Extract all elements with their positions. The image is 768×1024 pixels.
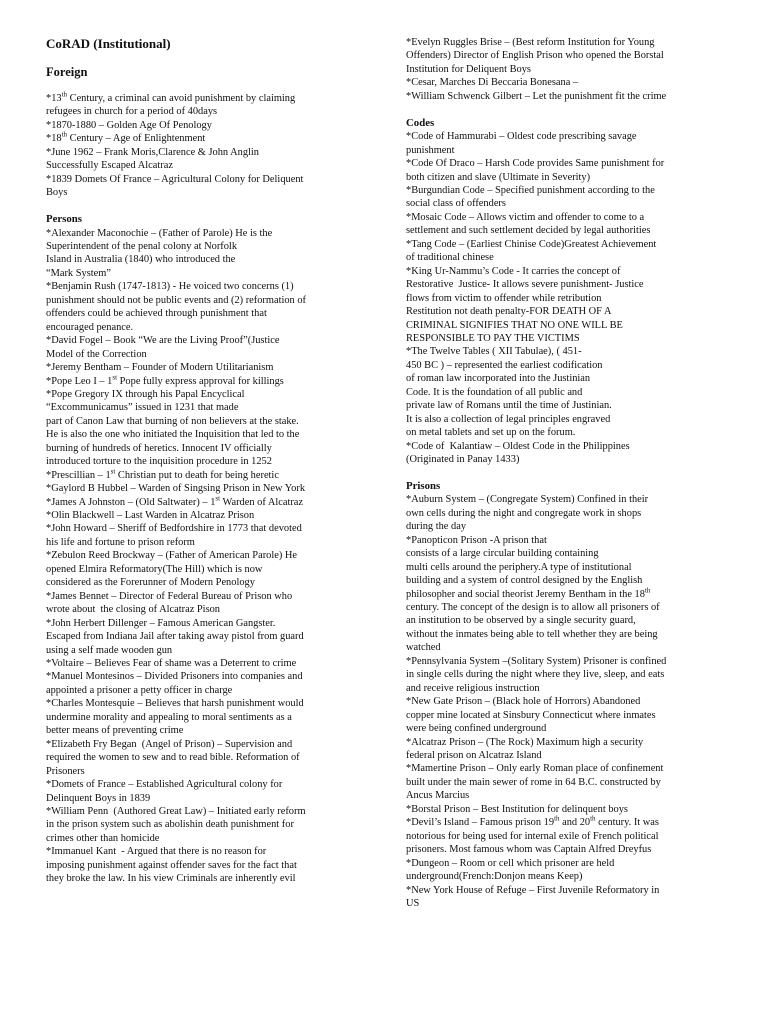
text-line: encouraged penance. xyxy=(46,321,134,333)
text-line: *Voltaire – Believes Fear of shame was a Deterrent to crime xyxy=(46,658,297,670)
text-line: both citizen and slave (Ultimate in Severity) xyxy=(406,171,591,183)
text-line: *Tang Code – (Earliest Chinise Code)Greatest Achievement xyxy=(406,238,657,250)
text-line: an institution to be observed by a single security guard, xyxy=(406,615,636,627)
text-line: *William Penn (Authored Great Law) – Initiated early reform xyxy=(46,806,306,817)
text-line: crimes other than homicide xyxy=(46,832,160,844)
text-line: *Cesar, Marches Di Beccaria Bonesana – xyxy=(406,77,579,89)
text-line: *13th Century, a criminal can avoid punishment by claiming xyxy=(46,90,296,104)
text-line: CRIMINAL SIGNIFIES THAT NO ONE WILL BE xyxy=(406,319,623,331)
text-line: consists of a large circular building containing xyxy=(406,548,599,560)
text-line: *Dungeon – Room or cell which prisoner are held xyxy=(406,857,615,869)
text-line: *Code Of Draco – Harsh Code provides Same punishment for xyxy=(406,158,665,170)
text-line: *William Schwenck Gilbert – Let the punishment fit the crime xyxy=(406,90,667,102)
text-line: *Olin Blackwell – Last Warden in Alcatraz Prison xyxy=(46,510,255,522)
text-line: philosopher and social theorist Jeremy Bentham in the 18th xyxy=(406,586,651,600)
text-line: “Mark System” xyxy=(46,267,111,279)
text-line: punishment should not be public events and (2) reformation of xyxy=(46,294,306,306)
text-line: copper mine located at Sinsbury Connecticut where inmates xyxy=(406,709,656,721)
text-line: *John Howard – Sheriff of Bedfordshire in 1773 that devoted xyxy=(46,523,302,535)
text-line: *Code of Hammurabi – Oldest code prescribing savage xyxy=(406,131,637,143)
text-line: *Domets of France – Established Agricultural colony for xyxy=(46,779,283,791)
text-line: punishment xyxy=(406,144,455,156)
text-line: *James A Johnston – (Old Saltwater) – 1st Warden of Alcatraz xyxy=(46,494,304,508)
text-line: Superintendent of the penal colony at Norfolk xyxy=(46,240,238,252)
text-line: century. The concept of the design is to allow all prisoners of xyxy=(406,602,660,613)
text-line: *Manuel Montesinos – Divided Prisoners into companies and xyxy=(46,671,303,683)
text-line: *New York House of Refuge – First Juvenile Reformatory in xyxy=(406,884,660,896)
text-line: *Evelyn Ruggles Brise – (Best reform Institution for Young xyxy=(406,37,655,48)
text-line: were being confined underground xyxy=(406,723,547,735)
text-line: He is also the one who initiated the Inquisition that led to the xyxy=(46,429,300,441)
text-line: *Zebulon Reed Brockway – (Father of American Parole) He xyxy=(46,550,298,562)
text-line: *Charles Montesquie – Believes that harsh punishment would xyxy=(46,698,304,710)
text-line: *Panopticon Prison -A prison that xyxy=(406,534,547,546)
text-line: *Gaylord B Hubbel – Warden of Singsing Prison in New York xyxy=(46,483,306,495)
text-line: “Excommunicamus” issued in 1231 that made xyxy=(46,402,239,414)
text-line: they broke the law. In his view Criminals are inherently evil xyxy=(46,873,296,885)
document-title: CoRAD (Institutional) xyxy=(46,36,171,51)
text-line: offenders could be achieved through punishment that xyxy=(46,308,267,320)
codes-section xyxy=(406,130,724,466)
text-line: notorious for being used for internal exile of French political xyxy=(406,830,659,842)
text-line: considered as the Forerunner of Modern Penology xyxy=(46,577,255,589)
text-line: *New Gate Prison – (Black hole of Horrors) Abandoned xyxy=(406,696,641,708)
text-line: *Alcatraz Prison – (The Rock) Maximum high a security xyxy=(406,736,644,748)
text-line: built under the main sewer of rome in 64 B.C. constructed by xyxy=(406,776,661,788)
text-line: social class of offenders xyxy=(406,198,506,210)
text-line: *Borstal Prison – Best Institution for delinquent boys xyxy=(406,803,628,815)
text-line: building and a system of control designed by the English xyxy=(406,575,643,587)
text-line: *Prescillian – 1st Christian put to death for being heretic xyxy=(46,467,279,481)
text-line: opened Elmira Reformatory(The Hill) which is now xyxy=(46,563,263,575)
text-line: Offenders) Director of English Prison who opened the Borstal xyxy=(406,50,664,62)
text-line: Escaped from Indiana Jail after taking away pistol from guard xyxy=(46,631,304,643)
text-line: and receive religious instruction xyxy=(406,682,540,694)
text-line: *Pennsylvania System –(Solitary System) Prisoner is confined xyxy=(406,655,667,667)
right-column xyxy=(406,36,724,910)
text-line: 450 BC ) – represented the earliest codification xyxy=(406,359,603,371)
text-line: *Burgundian Code – Specified punishment according to the xyxy=(406,184,655,196)
text-line: prisoners. Most famous whom was Captain Alfred Dreyfus xyxy=(406,844,652,856)
text-line: It is also a collection of legal principles engraved xyxy=(406,413,611,425)
text-line: in single cells during the night where they live, sleep, and eats xyxy=(406,669,665,681)
text-line: settlement and such settlement decided by legal authorities xyxy=(406,225,651,237)
text-line: his life and fortune to prison reform xyxy=(46,536,195,548)
text-line: RESPONSIBLE TO PAY THE VICTIMS xyxy=(406,332,580,344)
text-line: (Originated in Panay 1433) xyxy=(406,454,520,466)
text-line: Restitution not death penalty-FOR DEATH OF A xyxy=(406,306,612,318)
text-line: *Pope Leo I – 1st Pope fully express approval for killings xyxy=(46,373,284,387)
text-line: Ancus Marcius xyxy=(406,790,470,802)
text-line: private law of Romans until the time of Justinian. xyxy=(406,400,612,412)
text-line: appointed a prisoner a petty officer in charge xyxy=(46,684,233,696)
text-line: *James Bennet – Director of Federal Bureau of Prison who xyxy=(46,590,293,602)
text-line: *Auburn System – (Congregate System) Confined in their xyxy=(406,494,649,506)
text-line: *1839 Domets Of France – Agricultural Colony for Deliquent xyxy=(46,173,304,185)
text-line: *King Ur-Nammu’s Code - It carries the concept of xyxy=(406,265,621,277)
section-heading-foreign: Foreign xyxy=(46,65,88,79)
text-line: *Jeremy Bentham – Founder of Modern Utilitarianism xyxy=(46,362,274,374)
persons-continued-section xyxy=(406,36,724,103)
section-heading-prisons: Prisons xyxy=(406,479,441,492)
text-line: Successfully Escaped Alcatraz xyxy=(46,160,173,172)
text-line: *1870-1880 – Golden Age Of Penology xyxy=(46,119,212,131)
text-line: introduced torture to the inquisition procedure in 1252 xyxy=(46,456,272,468)
text-line: in the prison system such as abolishin death punishment for xyxy=(46,819,294,831)
persons-section xyxy=(46,227,368,886)
section-heading-persons: Persons xyxy=(46,213,82,226)
text-line: flows from victim to offender while retribution xyxy=(406,292,602,304)
section-heading-codes: Codes xyxy=(406,116,435,129)
text-line: Boys xyxy=(46,187,68,199)
text-line: without the inmates being able to tell whether they are being xyxy=(406,628,658,640)
text-line: *Mamertine Prison – Only early Roman place of confinement xyxy=(406,763,664,775)
text-line: part of Canon Law that burning of non believers at the stake. xyxy=(46,415,299,427)
left-column xyxy=(46,36,368,886)
text-line: undermine morality and appealing to moral sentiments as a xyxy=(46,711,292,723)
text-line: on metal tablets and set up on the forum. xyxy=(406,427,576,439)
text-line: *Mosaic Code – Allows victim and offender to come to a xyxy=(406,211,645,223)
text-line: Restorative Justice- It allows severe punishment- Justice xyxy=(406,279,644,291)
text-line: *David Fogel – Book “We are the Living Proof”(Justice xyxy=(46,335,280,347)
text-line: own cells during the night and congregate work in shops xyxy=(406,507,642,519)
text-line: Code. It is the foundation of all public and xyxy=(406,386,583,398)
text-line: Prisoners xyxy=(46,765,85,777)
text-line: *Immanuel Kant - Argued that there is no reason for xyxy=(46,846,267,858)
text-line: of traditional chinese xyxy=(406,252,494,264)
prisons-section xyxy=(406,493,724,910)
text-line: of roman law incorporated into the Justinian xyxy=(406,373,591,385)
text-line: US xyxy=(406,897,420,909)
text-line: Island in Australia (1840) who introduced the xyxy=(46,254,236,266)
text-line: Model of the Correction xyxy=(46,348,147,360)
text-line: wrote about the closing of Alcatraz Pison xyxy=(46,604,221,616)
text-line: Institution for Deliquent Boys xyxy=(406,63,531,75)
text-line: multi cells around the periphery.A type of institutional xyxy=(406,561,632,573)
text-line: *Alexander Maconochie – (Father of Parole) He is the xyxy=(46,227,273,239)
text-line: watched xyxy=(406,642,441,654)
text-line: imposing punishment against offender saves for the fact that xyxy=(46,859,297,871)
text-line: *Devil’s Island – Famous prison 19th and 20th century. It was xyxy=(406,814,659,829)
text-line: using a self made wooden gun xyxy=(46,644,173,656)
text-line: federal prison on Alcatraz Island xyxy=(406,749,542,761)
text-line: underground(French:Donjon means Keep) xyxy=(406,871,583,883)
text-line: Delinquent Boys in 1839 xyxy=(46,792,151,804)
foreign-section xyxy=(46,92,368,200)
text-line: *Code of Kalantiaw – Oldest Code in the Philippines xyxy=(406,440,630,452)
text-line: *The Twelve Tables ( XII Tabulae), ( 451- xyxy=(406,346,582,358)
text-line: *18th Century – Age of Enlightenment xyxy=(46,130,206,145)
text-line: better means of preventing crime xyxy=(46,725,184,737)
text-line: required the women to sew and to read bible. Reformation of xyxy=(46,752,300,764)
text-line: refugees in church for a period of 40days xyxy=(46,106,218,118)
text-line: *June 1962 – Frank Moris,Clarence & John Anglin xyxy=(46,146,259,158)
text-line: *Benjamin Rush (1747-1813) - He voiced two concerns (1) xyxy=(46,281,294,293)
text-line: *Elizabeth Fry Began (Angel of Prison) – Supervision and xyxy=(46,738,293,750)
text-line: burning of hundreds of heretics. Innocent IV officially xyxy=(46,442,272,454)
text-line: during the day xyxy=(406,521,467,533)
text-line: *John Herbert Dillenger – Famous American Gangster. xyxy=(46,617,276,629)
text-line: *Pope Gregory IX through his Papal Encyclical xyxy=(46,388,245,400)
